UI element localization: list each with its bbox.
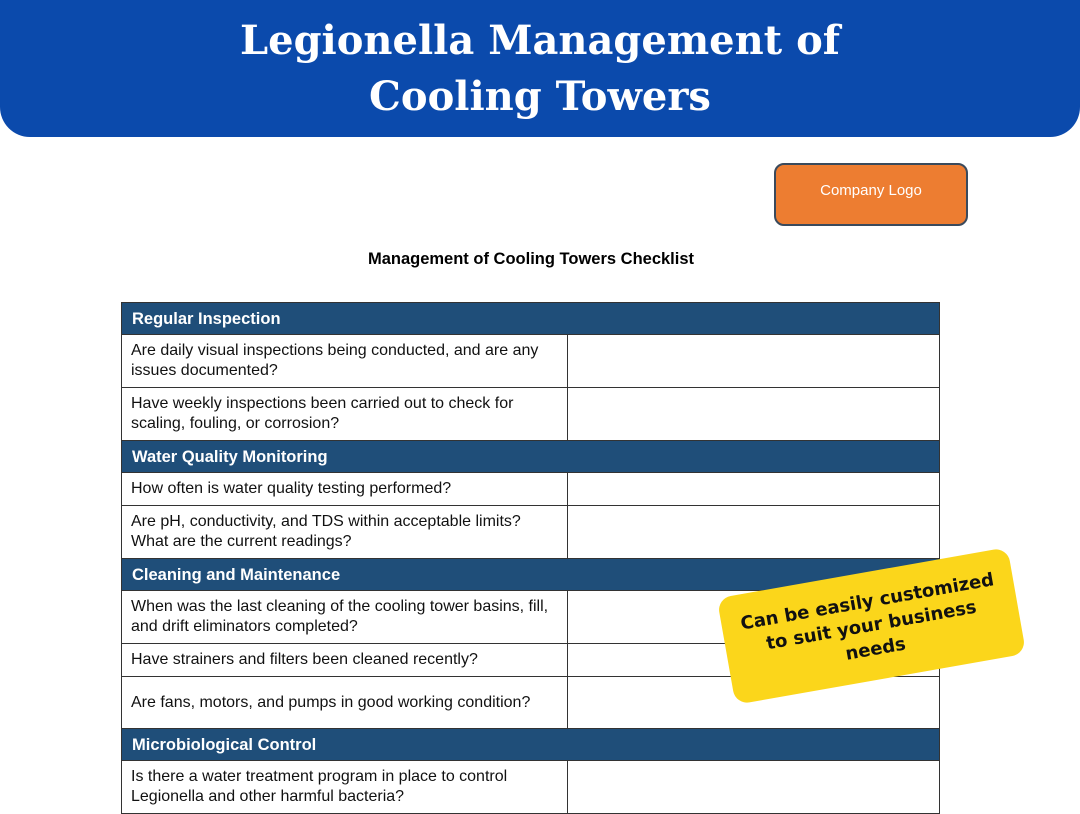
section-header: Cleaning and Maintenance (122, 559, 940, 591)
checklist-row (122, 506, 940, 559)
section-header-row (122, 303, 940, 335)
banner-title-line-2: Cooling Towers (369, 72, 711, 120)
section-header: Water Quality Monitoring (122, 441, 940, 473)
banner-title-line-1: Legionella Management of (240, 16, 840, 64)
title-banner (0, 0, 1080, 137)
question-cell: Are fans, motors, and pumps in good working condition? (122, 677, 568, 729)
company-logo-label: Company Logo (820, 182, 922, 199)
checklist-row (122, 761, 940, 814)
question-cell: Are daily visual inspections being conducted, and are any issues documented? (122, 335, 568, 388)
answer-cell[interactable] (568, 388, 940, 441)
sticker-text: Can be easily customized to suit your business needs (738, 569, 996, 665)
section-header: Regular Inspection (122, 303, 940, 335)
question-cell: Are pH, conductivity, and TDS within acceptable limits? What are the current readings? (122, 506, 568, 559)
section-header-row (122, 441, 940, 473)
section-header: Microbiological Control (122, 729, 940, 761)
answer-cell[interactable] (568, 473, 940, 506)
checklist-row (122, 473, 940, 506)
checklist-title: Management of Cooling Towers Checklist (367, 250, 695, 268)
question-cell: Is there a water treatment program in place to control Legionella and other harmful bacteria? (122, 761, 568, 814)
question-cell: How often is water quality testing performed? (122, 473, 568, 506)
answer-cell[interactable] (568, 761, 940, 814)
question-cell: When was the last cleaning of the cooling tower basins, fill, and drift eliminators completed? (122, 591, 568, 644)
checklist-row (122, 388, 940, 441)
answer-cell[interactable] (568, 506, 940, 559)
question-cell: Have strainers and filters been cleaned recently? (122, 644, 568, 677)
checklist-table (121, 302, 940, 814)
company-logo-placeholder (774, 163, 968, 226)
section-header-row (122, 729, 940, 761)
checklist-row (122, 335, 940, 388)
answer-cell[interactable] (568, 335, 940, 388)
question-cell: Have weekly inspections been carried out to check for scaling, fouling, or corrosion? (122, 388, 568, 441)
